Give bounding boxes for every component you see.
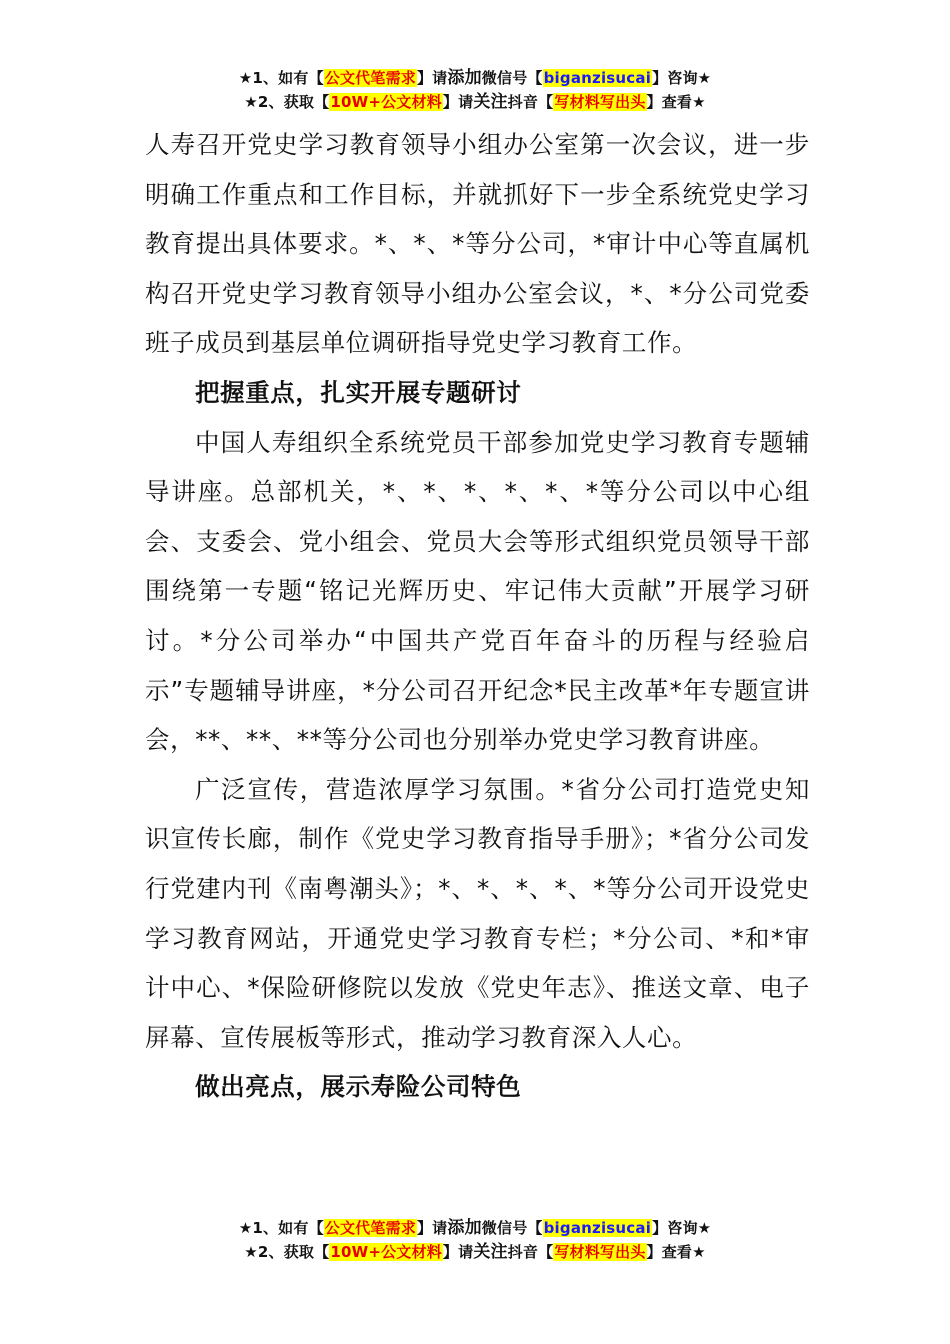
banner-highlight-wechat: biganzisucai [543,69,652,87]
banner-text: 】请 [442,93,474,111]
banner-text: 微信号【 [481,1219,543,1237]
document-body [145,120,810,1112]
banner-text: 】查看★ [646,93,706,111]
banner-text: 微信号【 [481,69,543,87]
banner-text: ★1、如有【 [238,1219,324,1237]
header-banner [0,66,950,114]
banner-text: 抖音【 [507,93,554,111]
section-heading-1: 把握重点，扎实开展专题研讨 [195,377,522,407]
banner-text: 】请 [416,69,448,87]
banner-line-2 [0,90,950,114]
paragraph-1: 人寿召开党史学习教育领导小组办公室第一次会议，进一步明确工作重点和工作目标，并就抓好下一步全系统党史学习教育提出具体要求。*、*、*等分公司，*审计中心等直属机构召开党史学习教育领导小组办公室会议，*、*分公司党委班子成员到基层单位调研指导党史学习教育工作。 [145,130,810,358]
banner-text: ★1、如有【 [238,69,324,87]
paragraph-2: 中国人寿组织全系统党员干部参加党史学习教育专题辅导讲座。总部机关，*、*、*、*、*、*等分公司以中心组会、支委会、党小组会、党员大会等形式组织党员领导干部围绕第一专题“铭记光辉历史、牢记伟大贡献”开展学习研讨。*分公司举办“中国共产党百年奋斗的历程与经验启示”专题辅导讲座，*分公司召开纪念*民主改革*年专题宣讲会，**、**、**等分公司也分别举办党史学习教育讲座。 [145,427,810,755]
banner-line-1 [0,1216,950,1240]
banner-text: 】查看★ [646,1243,706,1261]
footer-banner [0,1216,950,1264]
banner-text: 】咨询★ [652,1219,712,1237]
banner-emphasis: 关注 [473,92,508,112]
paragraph-3: 广泛宣传，营造浓厚学习氛围。*省分公司打造党史知识宣传长廊，制作《党史学习教育指导手册》；*省分公司发行党建内刊《南粤潮头》；*、*、*、*、*等分公司开设党史学习教育网站，开通党史学习教育专栏；*分公司、*和*审计中心、*保险研修院以发放《党史年志》、推送文章、电子屏幕、宣传展板等形式，推动学习教育深入人心。 [145,774,810,1052]
banner-text: 】咨询★ [652,69,712,87]
banner-highlight-douyin: 写材料写出头 [554,1243,646,1261]
banner-highlight-materials: 10W+公文材料 [330,93,442,111]
banner-line-2 [0,1240,950,1264]
banner-highlight-wechat: biganzisucai [543,1219,652,1237]
banner-text: 】请 [442,1243,474,1261]
banner-highlight-service: 公文代笔需求 [324,1219,416,1237]
banner-line-1 [0,66,950,90]
banner-text: 抖音【 [507,1243,554,1261]
banner-text: ★2、获取【 [244,1243,330,1261]
banner-highlight-douyin: 写材料写出头 [554,93,646,111]
banner-text: ★2、获取【 [244,93,330,111]
banner-highlight-materials: 10W+公文材料 [330,1243,442,1261]
banner-text: 】请 [416,1219,448,1237]
banner-emphasis: 关注 [473,1242,508,1262]
banner-highlight-service: 公文代笔需求 [324,69,416,87]
banner-emphasis: 添加 [447,1218,482,1238]
section-heading-2: 做出亮点，展示寿险公司特色 [195,1072,522,1102]
banner-emphasis: 添加 [447,68,482,88]
